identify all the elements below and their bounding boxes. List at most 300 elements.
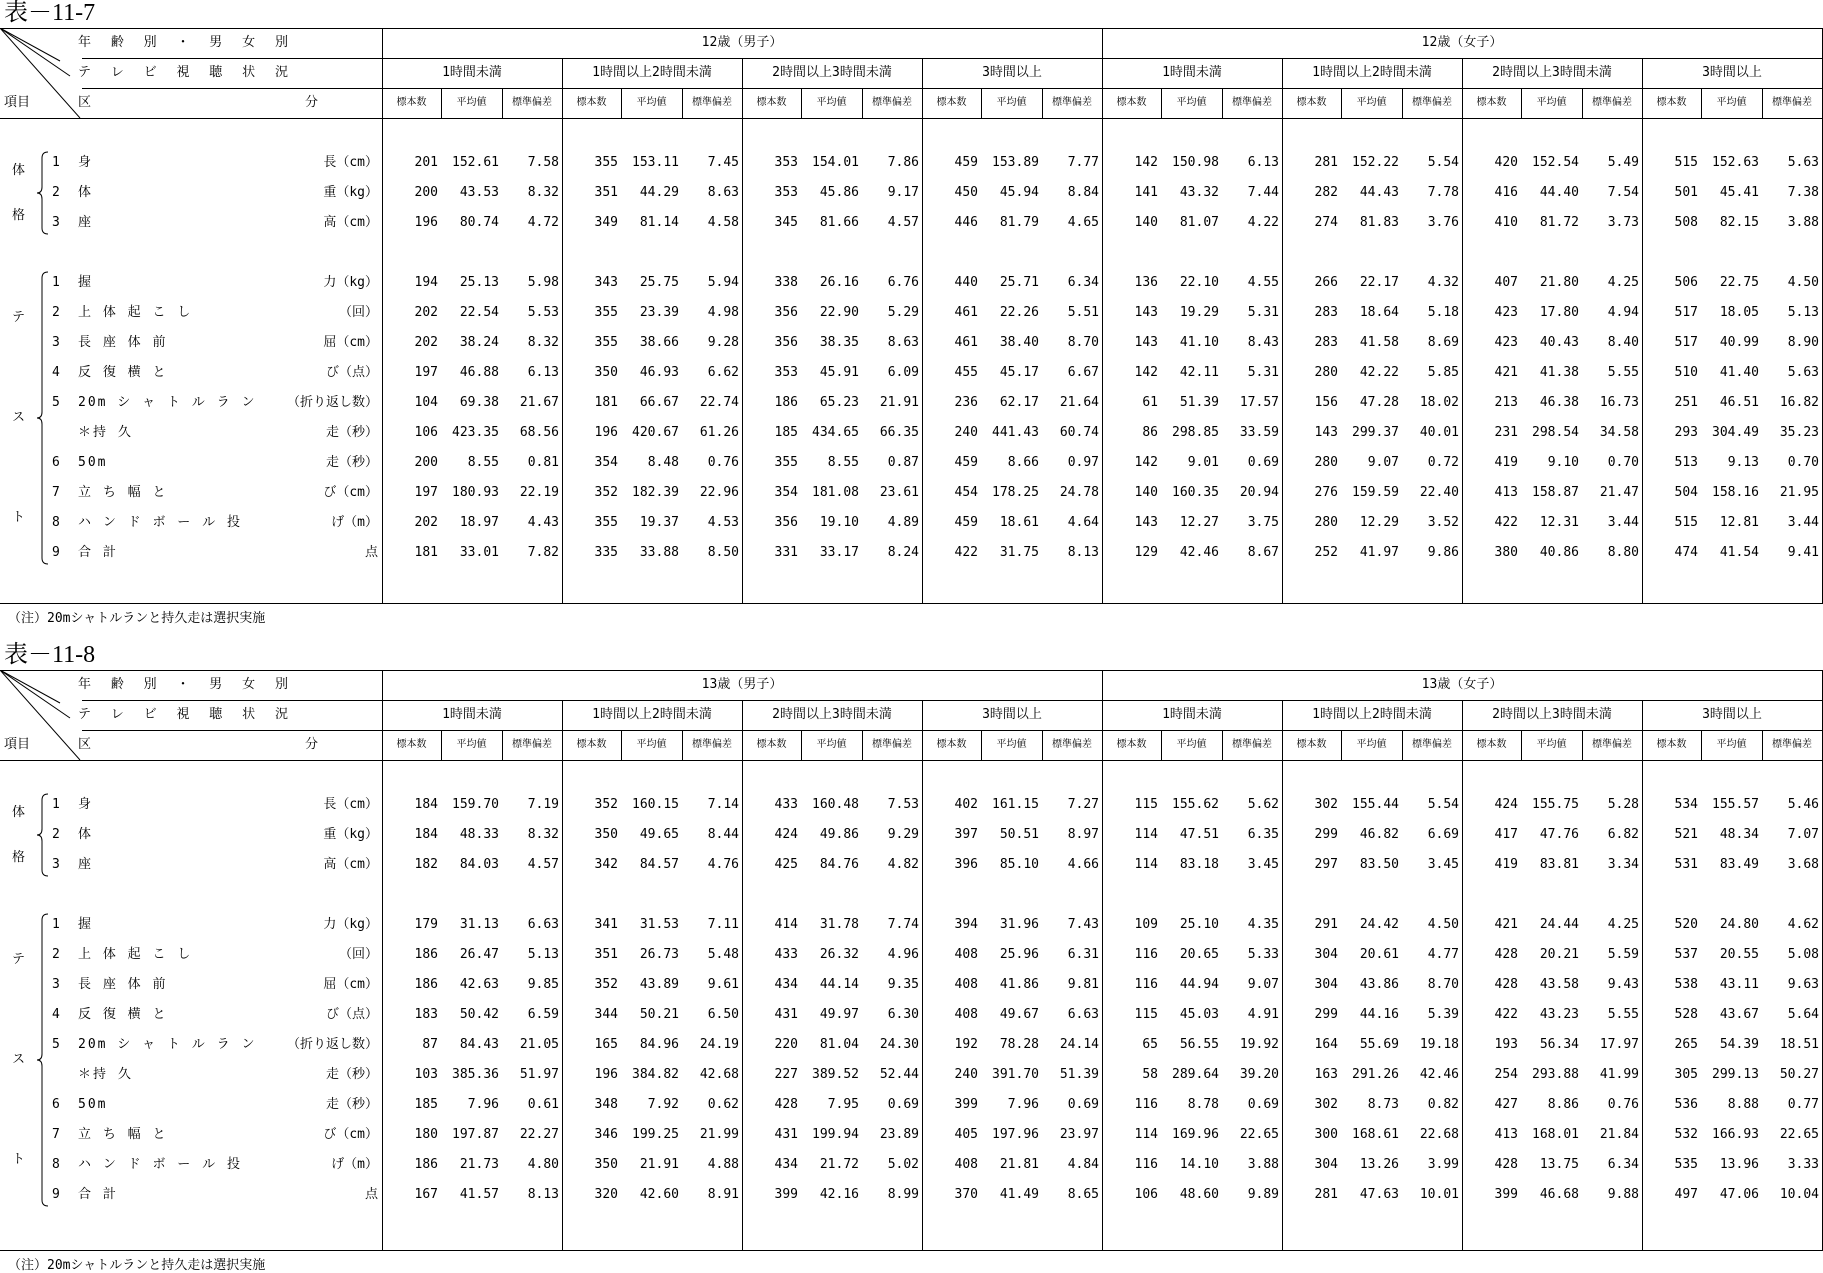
- cell-value: 84.76: [819, 857, 859, 872]
- table-note: （注）20mシャトルランと持久走は選択実施: [8, 1258, 266, 1273]
- cell-value: 5.48: [707, 947, 739, 962]
- table-title: 表－11-8: [4, 642, 96, 668]
- cell-value: 159.59: [1352, 485, 1399, 500]
- cell-value: 413: [1494, 485, 1518, 500]
- category-header: 2時間以上3時間未満: [1492, 65, 1612, 80]
- cell-value: 9.63: [1787, 977, 1819, 992]
- cell-value: 9.41: [1787, 545, 1819, 560]
- cell-value: 156: [1314, 395, 1338, 410]
- cell-value: 427: [1494, 1097, 1518, 1112]
- cell-value: 61.26: [699, 425, 739, 440]
- cell-value: 298.54: [1532, 425, 1579, 440]
- cell-value: 46.68: [1539, 1187, 1579, 1202]
- cell-value: 185: [414, 1097, 438, 1112]
- cell-value: 289.64: [1172, 1067, 1219, 1082]
- cell-value: 0.76: [1607, 1097, 1639, 1112]
- cell-value: 3.34: [1607, 857, 1639, 872]
- cell-value: 9.85: [527, 977, 559, 992]
- cell-value: 45.41: [1719, 185, 1759, 200]
- cell-value: 116: [1134, 947, 1158, 962]
- cell-value: 152.54: [1532, 155, 1579, 170]
- category-header: 2時間以上3時間未満: [772, 707, 892, 722]
- cell-value: 25.10: [1179, 917, 1219, 932]
- category-header: 1時間以上2時間未満: [1312, 65, 1432, 80]
- cell-value: 304.49: [1712, 425, 1759, 440]
- cell-value: 331: [774, 545, 798, 560]
- cell-value: 3.68: [1787, 857, 1819, 872]
- stat-header: 標準偏差: [1772, 97, 1812, 108]
- cell-value: 508: [1674, 215, 1698, 230]
- row-name: 長 座 体 前: [78, 335, 168, 350]
- row-name: 長 座 体 前: [78, 977, 168, 992]
- cell-value: 158.16: [1712, 485, 1759, 500]
- cell-value: 399: [1494, 1187, 1518, 1202]
- cell-value: 280: [1314, 455, 1338, 470]
- cell-value: 46.38: [1539, 395, 1579, 410]
- cell-value: 5.08: [1787, 947, 1819, 962]
- cell-value: 196: [594, 425, 618, 440]
- cell-value: 9.43: [1607, 977, 1639, 992]
- cell-value: 4.91: [1247, 1007, 1279, 1022]
- stat-header: 標本数: [1116, 739, 1147, 750]
- cell-value: 42.63: [459, 977, 499, 992]
- header-item-label: 項目: [4, 737, 31, 752]
- cell-value: 433: [774, 947, 798, 962]
- cell-value: 5.98: [527, 275, 559, 290]
- cell-value: 6.34: [1607, 1157, 1639, 1172]
- cell-value: 200: [414, 455, 438, 470]
- cell-value: 4.55: [1247, 275, 1279, 290]
- cell-value: 240: [954, 1067, 978, 1082]
- cell-value: 0.69: [887, 1097, 919, 1112]
- cell-value: 84.03: [459, 857, 499, 872]
- cell-value: 114: [1134, 857, 1158, 872]
- cell-value: 4.50: [1427, 917, 1459, 932]
- row-unit: 屈（cm）: [323, 977, 378, 992]
- header-ku-label: 区: [78, 737, 92, 752]
- category-header: 3時間以上: [982, 707, 1042, 722]
- cell-value: 8.55: [827, 455, 859, 470]
- cell-value: 6.63: [1067, 1007, 1099, 1022]
- cell-value: 24.19: [699, 1037, 739, 1052]
- stat-header: 平均値: [1356, 739, 1387, 750]
- cell-value: 22.90: [819, 305, 859, 320]
- cell-value: 352: [594, 797, 618, 812]
- row-number: 2: [52, 305, 60, 320]
- cell-value: 25.75: [639, 275, 679, 290]
- cell-value: 520: [1674, 917, 1698, 932]
- cell-value: 410: [1494, 215, 1518, 230]
- category-header: 1時間未満: [1162, 65, 1222, 80]
- cell-value: 4.84: [1067, 1157, 1099, 1172]
- cell-value: 450: [954, 185, 978, 200]
- cell-value: 83.49: [1719, 857, 1759, 872]
- stat-header: 標準偏差: [512, 739, 552, 750]
- cell-value: 7.58: [527, 155, 559, 170]
- cell-value: 0.81: [527, 455, 559, 470]
- cell-value: 12.31: [1539, 515, 1579, 530]
- cell-value: 4.98: [707, 305, 739, 320]
- cell-value: 43.67: [1719, 1007, 1759, 1022]
- cell-value: 299: [1314, 827, 1338, 842]
- cell-value: 43.89: [639, 977, 679, 992]
- cell-value: 24.44: [1539, 917, 1579, 932]
- cell-value: 3.33: [1787, 1157, 1819, 1172]
- cell-value: 20.55: [1719, 947, 1759, 962]
- cell-value: 51.97: [519, 1067, 559, 1082]
- cell-value: 23.61: [879, 485, 919, 500]
- cell-value: 399: [954, 1097, 978, 1112]
- header-item-label: 項目: [4, 95, 31, 110]
- row-unit: 走（秒）: [325, 1067, 378, 1082]
- cell-value: 517: [1674, 305, 1698, 320]
- cell-value: 140: [1134, 485, 1158, 500]
- row-unit: （回）: [338, 305, 378, 320]
- cell-value: 155.62: [1172, 797, 1219, 812]
- cell-value: 352: [594, 977, 618, 992]
- cell-value: 350: [594, 1157, 618, 1172]
- group-label: 体: [12, 162, 26, 178]
- cell-value: 9.07: [1367, 455, 1399, 470]
- cell-value: 0.70: [1607, 455, 1639, 470]
- cell-value: 22.65: [1779, 1127, 1819, 1142]
- stat-header: 標本数: [396, 97, 427, 108]
- cell-value: 3.99: [1427, 1157, 1459, 1172]
- cell-value: 355: [594, 335, 618, 350]
- cell-value: 349: [594, 215, 618, 230]
- cell-value: 517: [1674, 335, 1698, 350]
- cell-value: 192: [954, 1037, 978, 1052]
- row-unit: び（点）: [325, 1007, 378, 1022]
- cell-value: 4.57: [527, 857, 559, 872]
- cell-value: 83.50: [1359, 857, 1399, 872]
- cell-value: 356: [774, 305, 798, 320]
- cell-value: 33.59: [1239, 425, 1279, 440]
- group-label: テ: [12, 310, 26, 325]
- cell-value: 50.27: [1779, 1067, 1819, 1082]
- cell-value: 116: [1134, 977, 1158, 992]
- stat-header: 標準偏差: [692, 97, 732, 108]
- cell-value: 35.23: [1779, 425, 1819, 440]
- cell-value: 5.53: [527, 305, 559, 320]
- cell-value: 186: [414, 1157, 438, 1172]
- stat-header: 標準偏差: [872, 97, 912, 108]
- cell-value: 4.88: [707, 1157, 739, 1172]
- cell-value: 433: [774, 797, 798, 812]
- cell-value: 440: [954, 275, 978, 290]
- stat-header: 平均値: [816, 97, 847, 108]
- cell-value: 4.72: [527, 215, 559, 230]
- stat-header: 標本数: [396, 739, 427, 750]
- row-name: 合 計: [78, 1187, 118, 1202]
- cell-value: 86: [1142, 425, 1158, 440]
- cell-value: 3.75: [1247, 515, 1279, 530]
- cell-value: 17.97: [1599, 1037, 1639, 1052]
- cell-value: 434.65: [812, 425, 859, 440]
- cell-value: 21.47: [1599, 485, 1639, 500]
- cell-value: 0.97: [1067, 455, 1099, 470]
- row-unit: 長（cm）: [323, 155, 378, 170]
- cell-value: 8.80: [1607, 545, 1639, 560]
- cell-value: 459: [954, 455, 978, 470]
- cell-value: 6.31: [1067, 947, 1099, 962]
- cell-value: 5.29: [887, 305, 919, 320]
- category-header: 3時間以上: [1702, 707, 1762, 722]
- cell-value: 405: [954, 1127, 978, 1142]
- cell-value: 4.22: [1247, 215, 1279, 230]
- cell-value: 7.96: [467, 1097, 499, 1112]
- cell-value: 4.32: [1427, 275, 1459, 290]
- cell-value: 304: [1314, 977, 1338, 992]
- cell-value: 23.89: [879, 1127, 919, 1142]
- cell-value: 10.01: [1419, 1187, 1459, 1202]
- cell-value: 7.43: [1067, 917, 1099, 932]
- cell-value: 213: [1494, 395, 1518, 410]
- header-bun-label: 分: [305, 95, 319, 110]
- cell-value: 202: [414, 335, 438, 350]
- cell-value: 420.67: [632, 425, 679, 440]
- cell-value: 103: [414, 1067, 438, 1082]
- row-unit: （折り返し数）: [286, 1037, 378, 1052]
- stat-header: 平均値: [1536, 97, 1567, 108]
- cell-value: 159.70: [452, 797, 499, 812]
- cell-value: 56.55: [1179, 1037, 1219, 1052]
- cell-value: 40.01: [1419, 425, 1459, 440]
- cell-value: 143: [1134, 515, 1158, 530]
- cell-value: 397: [954, 827, 978, 842]
- cell-value: 158.87: [1532, 485, 1579, 500]
- cell-value: 14.10: [1179, 1157, 1219, 1172]
- cell-value: 84.96: [639, 1037, 679, 1052]
- group-label: ス: [12, 410, 26, 425]
- stat-header: 標準偏差: [1412, 97, 1452, 108]
- cell-value: 199.94: [812, 1127, 859, 1142]
- row-number: 7: [52, 485, 60, 500]
- cell-value: 42.46: [1179, 545, 1219, 560]
- cell-value: 41.49: [999, 1187, 1039, 1202]
- cell-value: 21.80: [1539, 275, 1579, 290]
- group-brace: [36, 790, 50, 880]
- cell-value: 168.61: [1352, 1127, 1399, 1142]
- cell-value: 22.26: [999, 305, 1039, 320]
- row-unit: （折り返し数）: [286, 395, 378, 410]
- cell-value: 299: [1314, 1007, 1338, 1022]
- cell-value: 274: [1314, 215, 1338, 230]
- cell-value: 4.43: [527, 515, 559, 530]
- header-ku-label: 区: [78, 95, 92, 110]
- cell-value: 17.80: [1539, 305, 1579, 320]
- row-number: 8: [52, 1157, 60, 1172]
- cell-value: 42.22: [1359, 365, 1399, 380]
- cell-value: 50.21: [639, 1007, 679, 1022]
- cell-value: 12.29: [1359, 515, 1399, 530]
- cell-value: 194: [414, 275, 438, 290]
- row-unit: び（cm）: [323, 1127, 378, 1142]
- category-header: 1時間未満: [442, 65, 502, 80]
- female-group-header: 12歳（女子）: [1421, 35, 1503, 50]
- cell-value: 504: [1674, 485, 1698, 500]
- cell-value: 202: [414, 305, 438, 320]
- cell-value: 0.69: [1247, 455, 1279, 470]
- cell-value: 3.45: [1427, 857, 1459, 872]
- cell-value: 6.34: [1067, 275, 1099, 290]
- cell-value: 4.64: [1067, 515, 1099, 530]
- row-name: 20m シ ャ ト ル ラ ン: [78, 1037, 257, 1052]
- cell-value: 9.17: [887, 185, 919, 200]
- cell-value: 184: [414, 797, 438, 812]
- cell-value: 114: [1134, 827, 1158, 842]
- cell-value: 19.18: [1419, 1037, 1459, 1052]
- cell-value: 8.91: [707, 1187, 739, 1202]
- cell-value: 265: [1674, 1037, 1698, 1052]
- cell-value: 9.10: [1547, 455, 1579, 470]
- cell-value: 153.11: [632, 155, 679, 170]
- cell-value: 355: [594, 305, 618, 320]
- cell-value: 408: [954, 1157, 978, 1172]
- group-label: 体: [12, 804, 26, 820]
- cell-value: 305: [1674, 1067, 1698, 1082]
- cell-value: 84.57: [639, 857, 679, 872]
- cell-value: 402: [954, 797, 978, 812]
- cell-value: 115: [1134, 1007, 1158, 1022]
- cell-value: 6.76: [887, 275, 919, 290]
- cell-value: 8.13: [1067, 545, 1099, 560]
- cell-value: 21.67: [519, 395, 559, 410]
- cell-value: 8.40: [1607, 335, 1639, 350]
- group-brace: [36, 268, 50, 568]
- cell-value: 4.53: [707, 515, 739, 530]
- cell-value: 45.91: [819, 365, 859, 380]
- cell-value: 49.65: [639, 827, 679, 842]
- cell-value: 44.94: [1179, 977, 1219, 992]
- cell-value: 51.39: [1059, 1067, 1099, 1082]
- cell-value: 160.35: [1172, 485, 1219, 500]
- stat-header: 標準偏差: [1592, 739, 1632, 750]
- cell-value: 7.27: [1067, 797, 1099, 812]
- cell-value: 155.75: [1532, 797, 1579, 812]
- cell-value: 26.47: [459, 947, 499, 962]
- stat-header: 標本数: [1476, 97, 1507, 108]
- cell-value: 182: [414, 857, 438, 872]
- cell-value: 0.69: [1067, 1097, 1099, 1112]
- stat-header: 平均値: [1176, 97, 1207, 108]
- row-name: 握: [78, 917, 94, 932]
- cell-value: 81.14: [639, 215, 679, 230]
- cell-value: 31.13: [459, 917, 499, 932]
- cell-value: 81.66: [819, 215, 859, 230]
- cell-value: 184: [414, 827, 438, 842]
- cell-value: 7.96: [1007, 1097, 1039, 1112]
- cell-value: 44.43: [1359, 185, 1399, 200]
- cell-value: 181.08: [812, 485, 859, 500]
- row-number: 3: [52, 857, 60, 872]
- cell-value: 355: [594, 515, 618, 530]
- cell-value: 399: [774, 1187, 798, 1202]
- cell-value: 407: [1494, 275, 1518, 290]
- cell-value: 43.11: [1719, 977, 1759, 992]
- group-label: ト: [12, 510, 26, 525]
- cell-value: 41.99: [1599, 1067, 1639, 1082]
- cell-value: 7.53: [887, 797, 919, 812]
- cell-value: 166.93: [1712, 1127, 1759, 1142]
- row-number: 1: [52, 917, 60, 932]
- cell-value: 31.78: [819, 917, 859, 932]
- row-unit: 力（kg）: [323, 275, 378, 290]
- cell-value: 196: [594, 1067, 618, 1082]
- cell-value: 46.88: [459, 365, 499, 380]
- row-unit: 走（秒）: [325, 455, 378, 470]
- cell-value: 351: [594, 947, 618, 962]
- cell-value: 84.43: [459, 1037, 499, 1052]
- cell-value: 534: [1674, 797, 1698, 812]
- cell-value: 428: [1494, 947, 1518, 962]
- cell-value: 345: [774, 215, 798, 230]
- row-number: 2: [52, 185, 60, 200]
- cell-value: 45.86: [819, 185, 859, 200]
- cell-value: 23.39: [639, 305, 679, 320]
- cell-value: 143: [1134, 335, 1158, 350]
- stat-header: 標本数: [756, 97, 787, 108]
- cell-value: 21.81: [999, 1157, 1039, 1172]
- cell-value: 8.48: [647, 455, 679, 470]
- cell-value: 0.87: [887, 455, 919, 470]
- female-group-header: 13歳（女子）: [1421, 677, 1503, 692]
- cell-value: 536: [1674, 1097, 1698, 1112]
- row-number: 1: [52, 275, 60, 290]
- cell-value: 116: [1134, 1097, 1158, 1112]
- cell-value: 48.34: [1719, 827, 1759, 842]
- row-name: 合 計: [78, 545, 118, 560]
- cell-value: 9.13: [1727, 455, 1759, 470]
- cell-value: 199.25: [632, 1127, 679, 1142]
- cell-value: 455: [954, 365, 978, 380]
- cell-value: 276: [1314, 485, 1338, 500]
- male-group-header: 12歳（男子）: [701, 35, 783, 50]
- cell-value: 21.64: [1059, 395, 1099, 410]
- group-label: 格: [12, 207, 26, 223]
- cell-value: 6.09: [887, 365, 919, 380]
- cell-value: 8.78: [1187, 1097, 1219, 1112]
- cell-value: 0.82: [1427, 1097, 1459, 1112]
- cell-value: 41.40: [1719, 365, 1759, 380]
- cell-value: 7.95: [827, 1097, 859, 1112]
- row-number: 7: [52, 1127, 60, 1142]
- cell-value: 7.77: [1067, 155, 1099, 170]
- cell-value: 178.25: [992, 485, 1039, 500]
- cell-value: 106: [1134, 1187, 1158, 1202]
- stat-header: 標準偏差: [1592, 97, 1632, 108]
- cell-value: 152.63: [1712, 155, 1759, 170]
- cell-value: 497: [1674, 1187, 1698, 1202]
- row-number: 5: [52, 395, 60, 410]
- stat-header: 標本数: [1296, 97, 1327, 108]
- cell-value: 283: [1314, 335, 1338, 350]
- cell-value: 4.94: [1607, 305, 1639, 320]
- cell-value: 25.13: [459, 275, 499, 290]
- cell-value: 528: [1674, 1007, 1698, 1022]
- cell-value: 5.33: [1247, 947, 1279, 962]
- row-unit: 屈（cm）: [323, 335, 378, 350]
- cell-value: 254: [1494, 1067, 1518, 1082]
- cell-value: 4.76: [707, 857, 739, 872]
- cell-value: 7.86: [887, 155, 919, 170]
- cell-value: 0.62: [707, 1097, 739, 1112]
- cell-value: 291.26: [1352, 1067, 1399, 1082]
- cell-value: 417: [1494, 827, 1518, 842]
- stat-header: 標本数: [1656, 97, 1687, 108]
- cell-value: 180: [414, 1127, 438, 1142]
- cell-value: 24.42: [1359, 917, 1399, 932]
